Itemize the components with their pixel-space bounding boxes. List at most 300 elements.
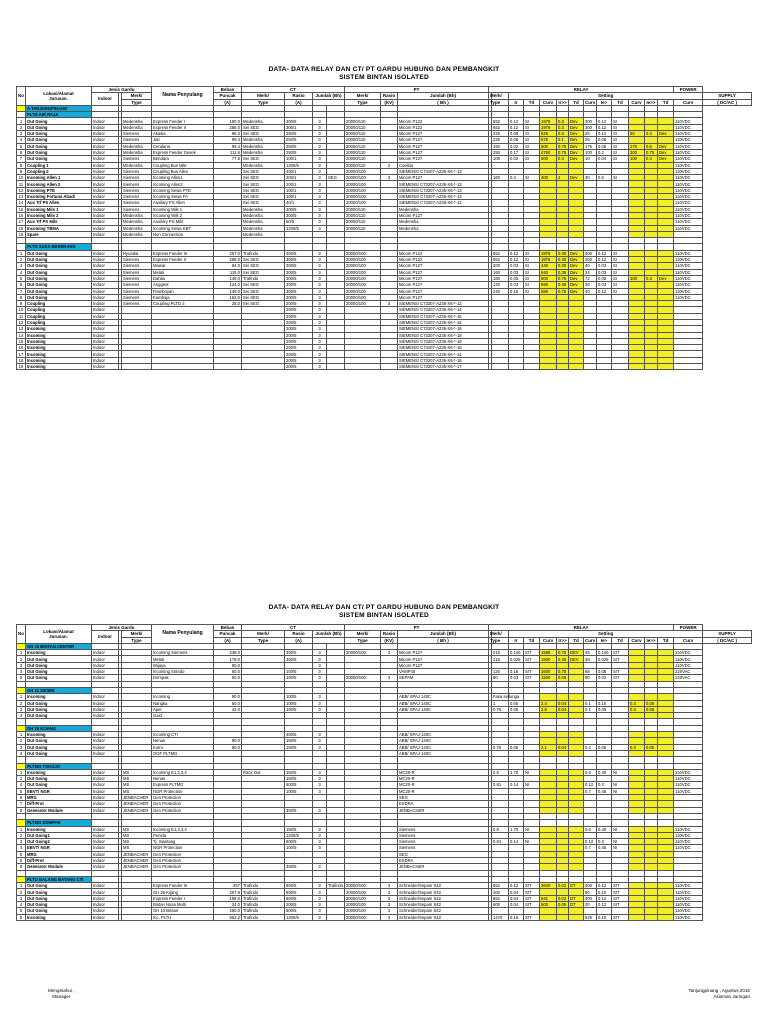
- table-cell: NGR Protection: [152, 845, 214, 851]
- table-cell: 15: [17, 338, 26, 344]
- table-cell: 0.1: [584, 706, 597, 712]
- table-cell: Siemens: [122, 288, 152, 294]
- table-cell: ABB/ SPAJ 140C: [398, 706, 489, 712]
- table-cell: 0.05: [597, 744, 612, 750]
- table-cell: SI: [524, 149, 540, 155]
- table-cell: Out Going: [26, 889, 92, 895]
- table-cell: Siemens: [122, 294, 152, 300]
- table-cell: [540, 914, 557, 920]
- table-cell: 0.2: [597, 149, 612, 155]
- table-cell: SI: [524, 175, 540, 181]
- table-cell: 1976: [540, 250, 557, 256]
- table-cell: SIEMENS/ C73207-A235-X6-*-17: [398, 364, 489, 370]
- table-cell: 6: [17, 149, 26, 155]
- table-cell: 0.75: [557, 650, 569, 656]
- table-cell: MS: [122, 832, 152, 838]
- table-cell: 1976: [540, 118, 557, 124]
- table-cell: 20000/100: [345, 200, 381, 206]
- table-cell: SIEMENS/ C73207-A235-X6-*-13: [398, 168, 489, 174]
- table-cell: 110VDC: [674, 175, 703, 181]
- table-cell: Indoor: [92, 200, 119, 206]
- table-cell: 17: [17, 219, 26, 225]
- table-cell: Auxilary PS Allen: [152, 200, 214, 206]
- table-cell: 20: [584, 902, 597, 908]
- header-no: No: [17, 87, 26, 106]
- section-name: PLTMG TOKOJO: [26, 763, 92, 769]
- table-cell: 200: [492, 263, 509, 269]
- table-cell: SEG: [327, 175, 345, 181]
- table-cell: Micom P122: [398, 257, 489, 263]
- table-cell: 110VDC: [674, 826, 703, 832]
- table-cell: 0.14: [509, 839, 524, 845]
- table-cell: 110VDC: [674, 149, 703, 155]
- table-cell: 110VDC: [674, 194, 703, 200]
- table-cell: 12: [17, 187, 26, 193]
- table-cell: Trafindo: [242, 914, 285, 920]
- table-cell: 99.4: [214, 143, 242, 149]
- table-cell: 100: [584, 149, 597, 155]
- table-cell: Indoor: [92, 713, 119, 719]
- table-cell: 20000/100: [345, 282, 381, 288]
- table-cell: 3: [313, 181, 327, 187]
- table-cell: Siemens: [122, 200, 152, 206]
- table-cell: 250/5: [285, 131, 313, 137]
- table-cell: 652: [492, 895, 509, 901]
- table-cell: 0.12: [509, 257, 524, 263]
- table-cell: ESDRA: [398, 801, 489, 807]
- table-cell: Schneider/Sepam S42: [398, 914, 489, 920]
- table-cell: SI: [612, 275, 629, 281]
- table-cell: 20000/100: [345, 889, 381, 895]
- table-cell: Coupling: [26, 301, 92, 307]
- table-cell: 250/5: [285, 137, 313, 143]
- table-cell: NGR Protection: [152, 788, 214, 794]
- table-cell: 0.12: [597, 131, 612, 137]
- header-ct: CT: [242, 87, 345, 93]
- table-cell: Micom P127: [398, 137, 489, 143]
- table-cell: ABB/ SPAJ 140C: [398, 744, 489, 750]
- table-cell: 45: [584, 650, 597, 656]
- table-cell: SI: [612, 269, 629, 275]
- table-cell: Gen Protection: [152, 851, 214, 857]
- table-cell: Micom P127: [398, 212, 489, 218]
- table-cell: SEG: [398, 851, 489, 857]
- table-cell: 110VDC: [674, 839, 703, 845]
- table-cell: SEPAM: [398, 675, 489, 681]
- table-cell: MS: [122, 782, 152, 788]
- table-cell: Out Going2: [26, 839, 92, 845]
- table-cell: 13: [17, 194, 26, 200]
- table-cell: Gaid: [152, 713, 214, 719]
- table-cell: 100: [492, 156, 509, 162]
- table-cell: 0.8: [492, 769, 509, 775]
- table-cell: 3: [381, 914, 398, 920]
- table-cell: 24.0: [214, 902, 242, 908]
- table-cell: Schneider/Sepam S42: [398, 889, 489, 895]
- table-cell: Incoming CTI: [152, 732, 214, 738]
- table-cell: Incoming: [26, 914, 92, 920]
- table-cell: Medensha: [398, 219, 489, 225]
- table-cell: SI: [524, 288, 540, 294]
- table-cell: Incoming: [26, 332, 92, 338]
- table-cell: 0.12: [584, 839, 597, 845]
- table-cell: 0.1: [584, 700, 597, 706]
- table-cell: 2: [557, 175, 569, 181]
- table-cell: 800/5: [285, 908, 313, 914]
- table-cell: 72: [584, 275, 597, 281]
- table-cell: 400/1: [285, 168, 313, 174]
- table-cell: 80.0: [214, 744, 242, 750]
- table-cell: SIT: [612, 914, 629, 920]
- table-cell: 0.03: [509, 282, 524, 288]
- table-cell: Out Going: [26, 288, 92, 294]
- table-cell: Out Going: [26, 294, 92, 300]
- table-cell: 0.02: [557, 895, 569, 901]
- table-cell: Indoor: [92, 883, 119, 889]
- table-cell: 0.3: [629, 744, 645, 750]
- table-cell: 0.81: [492, 782, 509, 788]
- table-cell: 0.30: [557, 250, 569, 256]
- table-cell: 257.0: [214, 250, 242, 256]
- table-cell: Indoor: [92, 776, 119, 782]
- table-cell: 0.03: [597, 269, 612, 275]
- table-cell: 300/5: [285, 650, 313, 656]
- table-cell: Sei SEG: [242, 175, 285, 181]
- table-cell: Dev: [569, 263, 584, 269]
- table-cell: 8: [17, 294, 26, 300]
- table-cell: Indoor: [92, 675, 119, 681]
- table-cell: Indoor: [92, 257, 119, 263]
- table-cell: 150/5: [285, 744, 313, 750]
- table-cell: 0.12: [597, 895, 612, 901]
- table-cell: Incoming E1,2,3,4: [152, 826, 214, 832]
- table-cell: Sei SEG: [242, 200, 285, 206]
- table-cell: 400/5: [285, 250, 313, 256]
- table-cell: 11: [17, 181, 26, 187]
- table-cell: 20000/100: [345, 263, 381, 269]
- table-cell: Indoor: [92, 857, 119, 863]
- table-cell: 3: [313, 839, 327, 845]
- table-cell: Incoming: [26, 338, 92, 344]
- table-cell: 25.0: [214, 301, 242, 307]
- table-cell: [540, 364, 557, 370]
- table-cell: Siemens: [122, 263, 152, 269]
- table-cell: Bendara: [152, 156, 214, 162]
- table-cell: 149.0: [214, 288, 242, 294]
- table-cell: Incoming Fortuna Abadi: [26, 194, 92, 200]
- table-cell: SI: [612, 137, 629, 143]
- table-cell: Indoor: [92, 332, 119, 338]
- table-cell: Indoor: [92, 732, 119, 738]
- table-cell: 25: [584, 137, 597, 143]
- table-cell: Indoor: [92, 143, 119, 149]
- table-cell: MS: [122, 845, 152, 851]
- table-cell: 3: [313, 294, 327, 300]
- table-cell: 100/1: [285, 156, 313, 162]
- table-cell: 2: [17, 700, 26, 706]
- table-cell: 1: [17, 250, 26, 256]
- table-cell: 16: [17, 345, 26, 351]
- table-cell: Tj. Siantang: [152, 839, 214, 845]
- table-cell: 3: [313, 313, 327, 319]
- table-cell: Sei SEG: [242, 269, 285, 275]
- table-cell: Schneider/Sepam S42: [398, 883, 489, 889]
- header-power: POWER: [674, 87, 703, 93]
- table-cell: GH 10 Bintan: [152, 908, 214, 914]
- table-cell: 1.70: [509, 769, 524, 775]
- table-cell: 400: [540, 175, 557, 181]
- table-cell: [645, 364, 658, 370]
- table-cell: 0.1: [557, 137, 569, 143]
- table-cell: 110VDC: [674, 832, 703, 838]
- table-cell: 110VDC: [674, 168, 703, 174]
- table-cell: 0.3: [557, 118, 569, 124]
- table-cell: 20000/110: [345, 212, 381, 218]
- table-cell: Medensha: [122, 124, 152, 130]
- table-cell: Medensha: [122, 231, 152, 237]
- table-cell: 288.0: [214, 257, 242, 263]
- table-cell: 3: [381, 675, 398, 681]
- table-cell: 110VDC: [674, 275, 703, 281]
- table-cell: 4: [17, 669, 26, 675]
- table-cell: Indoor: [92, 118, 119, 124]
- table-cell: SI: [524, 143, 540, 149]
- table-cell: SIEMENS/ C73207-A235-X6-*-16: [398, 319, 489, 325]
- table-cell: 3: [313, 206, 327, 212]
- table-cell: SIEMENS/ C73207-A235-X6-*-19: [398, 338, 489, 344]
- table-cell: 0.05: [645, 706, 658, 712]
- table-cell: Out Going: [26, 156, 92, 162]
- table-cell: 10: [584, 156, 597, 162]
- table-cell: Anggrek: [152, 282, 214, 288]
- table-cell: 1500: [540, 656, 557, 662]
- table-cell: 0.03: [509, 263, 524, 269]
- table-cell: 13: [17, 326, 26, 332]
- table-cell: Out Going: [26, 269, 92, 275]
- table-cell: Indoor: [92, 795, 119, 801]
- table-cell: Trafindo: [242, 883, 285, 889]
- table-cell: 300: [629, 275, 645, 281]
- table-cell: 20000/100: [345, 181, 381, 187]
- table-cell: 0.75: [492, 744, 509, 750]
- table-cell: 3: [313, 131, 327, 137]
- table-cell: 0.7: [584, 845, 597, 851]
- table-cell: 0.5: [597, 175, 612, 181]
- table-cell: Indoor: [92, 845, 119, 851]
- table-cell: Medensha: [122, 162, 152, 168]
- table-cell: Indoor: [92, 826, 119, 832]
- table-cell: 3: [313, 282, 327, 288]
- table-cell: Penida: [152, 832, 214, 838]
- table-cell: Indoor: [92, 194, 119, 200]
- table-cell: Out Going: [26, 250, 92, 256]
- table-cell: Incoming TBMA: [26, 225, 92, 231]
- table-cell: Out Going: [26, 149, 92, 155]
- table-cell: 0.3: [509, 175, 524, 181]
- table-cell: 3: [313, 669, 327, 675]
- table-cell: Sei SEG: [242, 294, 285, 300]
- table-cell: 300/5: [285, 282, 313, 288]
- table-cell: JENBACHER: [122, 807, 152, 813]
- table-cell: 3: [17, 744, 26, 750]
- table-cell: MS: [122, 776, 152, 782]
- table-cell: 3: [313, 200, 327, 206]
- table-cell: 40: [584, 263, 597, 269]
- table-cell: Indoor: [92, 738, 119, 744]
- table-cell: 0.12: [509, 883, 524, 889]
- table-cell: 3: [17, 706, 26, 712]
- table-cell: 300: [584, 883, 597, 889]
- table-cell: 100/1: [285, 187, 313, 193]
- table-cell: Jati: [152, 137, 214, 143]
- table-cell: 300/5: [285, 807, 313, 813]
- table-cell: Micom P127: [398, 662, 489, 668]
- table-cell: Express Feeder I: [152, 895, 214, 901]
- table-cell: 0.81: [492, 839, 509, 845]
- table-cell: 525: [584, 914, 597, 920]
- table-cell: 3: [313, 650, 327, 656]
- table-cell: [557, 364, 569, 370]
- table-cell: 17: [17, 351, 26, 357]
- table-cell: 110VDC: [674, 206, 703, 212]
- table-cell: 110VDC: [674, 656, 703, 662]
- table-cell: Micom P127: [398, 269, 489, 275]
- table-cell: 20000/110: [345, 143, 381, 149]
- table-cell: Incoming PTE: [26, 187, 92, 193]
- table-cell: 2.8: [540, 706, 557, 712]
- table-cell: 3: [313, 351, 327, 357]
- table-cell: 1.70: [509, 826, 524, 832]
- table-cell: 110VDC: [674, 650, 703, 656]
- table-cell: 0.75: [557, 149, 569, 155]
- table-cell: 110VDC: [674, 883, 703, 889]
- table-cell: 0.10: [597, 914, 612, 920]
- doc-subtitle: SISTEM BINTAN ISOLATED: [339, 74, 429, 81]
- table-cell: Kamboja: [152, 294, 214, 300]
- table-cell: [674, 364, 703, 370]
- table-cell: Indoor: [92, 301, 119, 307]
- table-cell: 2: [17, 889, 26, 895]
- table-cell: Micom P127: [398, 156, 489, 162]
- table-cell: 94.0: [214, 263, 242, 269]
- table-cell: 4: [17, 782, 26, 788]
- table-cell: 0.04: [557, 706, 569, 712]
- table-cell: 0.3: [629, 706, 645, 712]
- table-cell: 14: [17, 200, 26, 206]
- table-cell: Express Feeder II: [152, 124, 214, 130]
- table-cell: 100/5: [285, 675, 313, 681]
- table-cell: 300/5: [285, 263, 313, 269]
- table-cell: 1976: [540, 257, 557, 263]
- table-cell: [509, 364, 524, 370]
- table-cell: Siemens: [122, 175, 152, 181]
- table-cell: SI: [524, 257, 540, 263]
- table-cell: 90.0: [214, 738, 242, 744]
- table-cell: [584, 364, 597, 370]
- table-cell: 3: [313, 187, 327, 193]
- table-cell: NI: [612, 782, 629, 788]
- table-cell: 3: [313, 257, 327, 263]
- table-cell: Sei SEG: [242, 131, 285, 137]
- table-cell: Dev: [569, 269, 584, 275]
- table-cell: Medensha: [242, 206, 285, 212]
- page-2: [16, 604, 752, 921]
- table-cell: 0.05: [509, 700, 524, 706]
- table-cell: 1200/5: [285, 162, 313, 168]
- table-cell: 0.2: [584, 744, 597, 750]
- table-cell: 100/5: [285, 700, 313, 706]
- table-cell: Incoming: [26, 769, 92, 775]
- doc-title-2: DATA- DATA RELAY DAN CT/ PT GARDU HUBUNG DAN PEMBANGKIT: [268, 604, 500, 611]
- table-cell: 4750: [540, 149, 557, 155]
- table-cell: 257: [214, 883, 242, 889]
- doc-title: DATA- DATA RELAY DAN CT/ PT GARDU HUBUNG DAN PEMBANGKIT: [268, 66, 500, 73]
- table-cell: JENBACHER: [122, 801, 152, 807]
- table-cell: Out Going: [26, 143, 92, 149]
- table-cell: SI: [524, 124, 540, 130]
- table-cell: 300: [629, 149, 645, 155]
- table-cell: 3: [313, 656, 327, 662]
- table-cell: 3: [313, 301, 327, 307]
- table-cell: 0.02: [557, 883, 569, 889]
- table-cell: Coupling Bus Allen: [152, 168, 214, 174]
- table-cell: SIT: [524, 883, 540, 889]
- table-cell: Indoor: [92, 162, 119, 168]
- table-cell: 4: [17, 845, 26, 851]
- table-cell: 5: [17, 275, 26, 281]
- table-cell: 0.12: [597, 902, 612, 908]
- table-cell: 0.75: [557, 275, 569, 281]
- table-cell: Indoor: [92, 326, 119, 332]
- table-cell: 110VDC: [674, 225, 703, 231]
- table-cell: Indoor: [92, 181, 119, 187]
- table-cell: SIT: [612, 675, 629, 681]
- relay-table-2: [16, 624, 752, 921]
- table-cell: SI: [612, 250, 629, 256]
- table-cell: JENBACHER: [122, 851, 152, 857]
- table-cell: 150.0: [214, 118, 242, 124]
- table-cell: Micom P127: [398, 650, 489, 656]
- table-cell: Coupling 1: [26, 162, 92, 168]
- table-cell: 20000/100: [345, 250, 381, 256]
- table-cell: [214, 364, 242, 370]
- table-cell: 800/5: [285, 895, 313, 901]
- table-cell: DT: [569, 883, 584, 889]
- table-cell: SIT: [612, 883, 629, 889]
- table-cell: Sei SEG: [242, 282, 285, 288]
- table-cell: Medensha: [122, 219, 152, 225]
- table-cell: 3: [313, 832, 327, 838]
- table-cell: 220VAC: [674, 669, 703, 675]
- table-cell: 110VDC: [674, 137, 703, 143]
- footer-signer: Asisman Jaringan: [713, 994, 750, 999]
- table-cell: 7: [17, 156, 26, 162]
- table-cell: 4: [17, 269, 26, 275]
- table-cell: Coupling PLTD 2: [152, 301, 214, 307]
- table-cell: Siemens: [122, 137, 152, 143]
- table-cell: Indoor: [92, 187, 119, 193]
- table-cell: 5: [17, 143, 26, 149]
- table-cell: 5: [17, 851, 26, 857]
- table-cell: 5: [17, 908, 26, 914]
- table-cell: 3: [313, 744, 327, 750]
- table-cell: JENBACHER: [398, 807, 489, 813]
- table-cell: JENBACHER: [122, 857, 152, 863]
- table-cell: SI: [524, 263, 540, 269]
- table-cell: 0.30: [557, 263, 569, 269]
- table-body-1: [17, 105, 752, 369]
- table-cell: 40: [584, 288, 597, 294]
